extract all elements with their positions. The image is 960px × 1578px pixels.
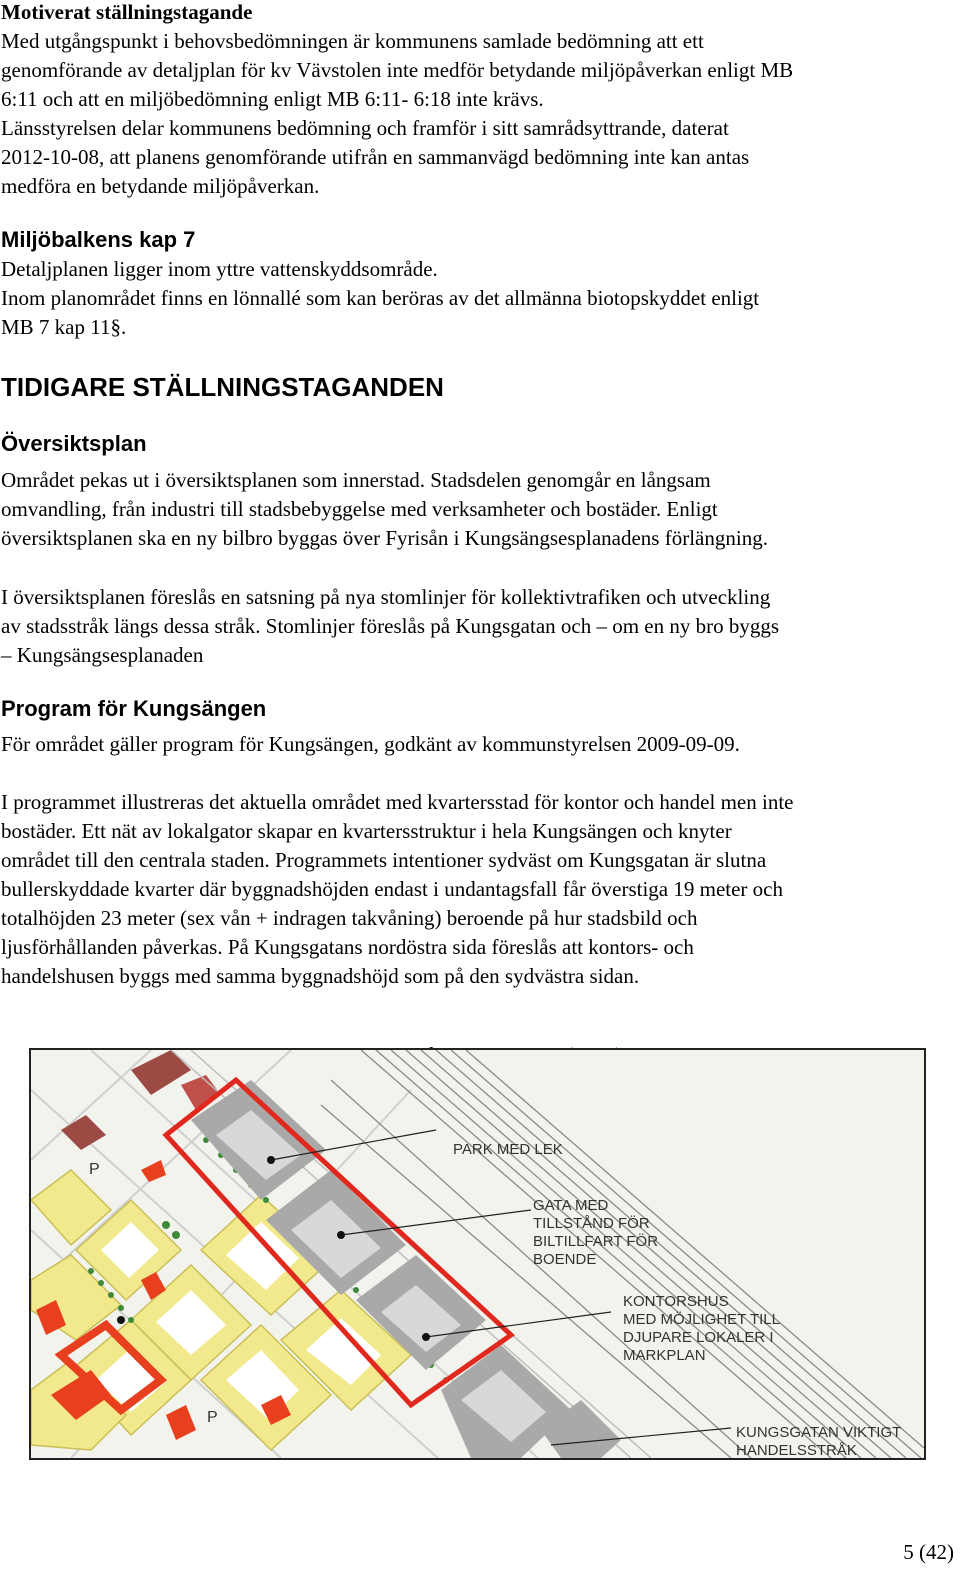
map-drawing xyxy=(31,1050,924,1458)
text-line: medföra en betydande miljöpåverkan. xyxy=(1,174,320,198)
label-kungsgatan-1: KUNGSGATAN VIKTIGT xyxy=(736,1424,902,1441)
heading-oversiktsplan: Översiktsplan xyxy=(1,431,147,456)
text-line: området till den centrala staden. Programmets intentioner sydväst om Kungsgatan är slutna xyxy=(1,848,767,872)
paragraph-program-1: För området gäller program för Kungsängen, godkänt av kommunstyrelsen 2009-09-09. xyxy=(1,732,740,756)
paragraph-program-2 xyxy=(1,788,959,991)
heading-tidigare: TIDIGARE STÄLLNINGSTAGANDEN xyxy=(1,372,444,402)
label-parking-2: P xyxy=(207,1409,218,1426)
label-kungsgatan-2: HANDELSSTRÅK xyxy=(736,1442,857,1458)
text-line: Länsstyrelsen delar kommunens bedömning och framför i sitt samrådsyttrande, daterat xyxy=(1,116,729,140)
label-gata-1: GATA MED xyxy=(533,1197,609,1214)
label-kontor-4: MARKPLAN xyxy=(623,1347,706,1364)
text-line: översiktsplanen ska en ny bilbro byggas över Fyrisån i Kungsängsesplanadens förlängning. xyxy=(1,526,768,550)
text-line: bostäder. Ett nät av lokalgator skapar en kvartersstruktur i hela Kungsängen och knyter xyxy=(1,819,732,843)
label-gata-2: TILLSTÅND FÖR xyxy=(533,1215,650,1232)
text-line: I programmet illustreras det aktuella området med kvartersstad för kontor och handel men inte xyxy=(1,790,794,814)
text-line: omvandling, från industri till stadsbebyggelse med verksamheter och bostäder. Enligt xyxy=(1,497,718,521)
text-line: handelshusen byggs med samma byggnadshöjd som på den sydvästra sidan. xyxy=(1,964,640,988)
text-line: genomförande av detaljplan för kv Vävstolen inte medför betydande miljöpåverkan enligt MB xyxy=(1,58,794,82)
text-line: 6:11 och att en miljöbedömning enligt MB 6:11- 6:18 inte krävs. xyxy=(1,87,544,111)
text-line: – Kungsängsesplanaden xyxy=(1,643,204,667)
text-line: MB 7 kap 11§. xyxy=(1,315,127,339)
text-line: Inom planområdet finns en lönnallé som kan beröras av det allmänna biotopskyddet enligt xyxy=(1,286,760,310)
page-number: 5 (42) xyxy=(903,1540,954,1564)
label-park: PARK MED LEK xyxy=(453,1141,563,1158)
heading-motiverat: Motiverat ställningstagande xyxy=(1,0,253,24)
paragraph-oversiktsplan-2 xyxy=(1,583,959,670)
text-line: Detaljplanen ligger inom yttre vattenskyddsområde. xyxy=(1,257,438,281)
text-line: ljusförhållanden påverkas. På Kungsgatans nordöstra sida föreslås att kontors- och xyxy=(1,935,694,959)
text-line: bullerskyddade kvarter där byggnadshöjden endast i undantagsfall får överstiga 19 meter och xyxy=(1,877,783,901)
text-line: I översiktsplanen föreslås en satsning på nya stomlinjer för kollektivtrafiken och utveckling xyxy=(1,585,771,609)
label-gata-4: BOENDE xyxy=(533,1251,597,1268)
label-gata-3: BILTILLFART FÖR xyxy=(533,1233,659,1250)
text-line: av stadsstråk längs dessa stråk. Stomlinjer föreslås på Kungsgatan och – om en ny bro byggs xyxy=(1,614,780,638)
heading-program: Program för Kungsängen xyxy=(1,696,267,721)
text-line: totalhöjden 23 meter (sex vån + indragen takvåning) beroende på hur stadsbild och xyxy=(1,906,698,930)
section-miljobalken xyxy=(1,255,959,342)
section-motiverat xyxy=(1,0,959,201)
label-parking-1: P xyxy=(89,1161,100,1178)
program-map xyxy=(29,1048,926,1460)
label-kontor-3: DJUPARE LOKALER I xyxy=(623,1329,774,1346)
heading-miljobalken: Miljöbalkens kap 7 xyxy=(1,227,196,252)
paragraph-oversiktsplan-1 xyxy=(1,466,959,553)
text-line: Med utgångspunkt i behovsbedömningen är kommunens samlade bedömning att ett xyxy=(1,29,704,53)
label-kontor-1: KONTORSHUS xyxy=(623,1293,729,1310)
text-line: 2012-10-08, att planens genomförande utifrån en sammanvägd bedömning inte kan antas xyxy=(1,145,750,169)
text-line: Området pekas ut i översiktsplanen som innerstad. Stadsdelen genomgår en långsam xyxy=(1,468,711,492)
label-kontor-2: MED MÖJLIGHET TILL xyxy=(623,1311,780,1328)
